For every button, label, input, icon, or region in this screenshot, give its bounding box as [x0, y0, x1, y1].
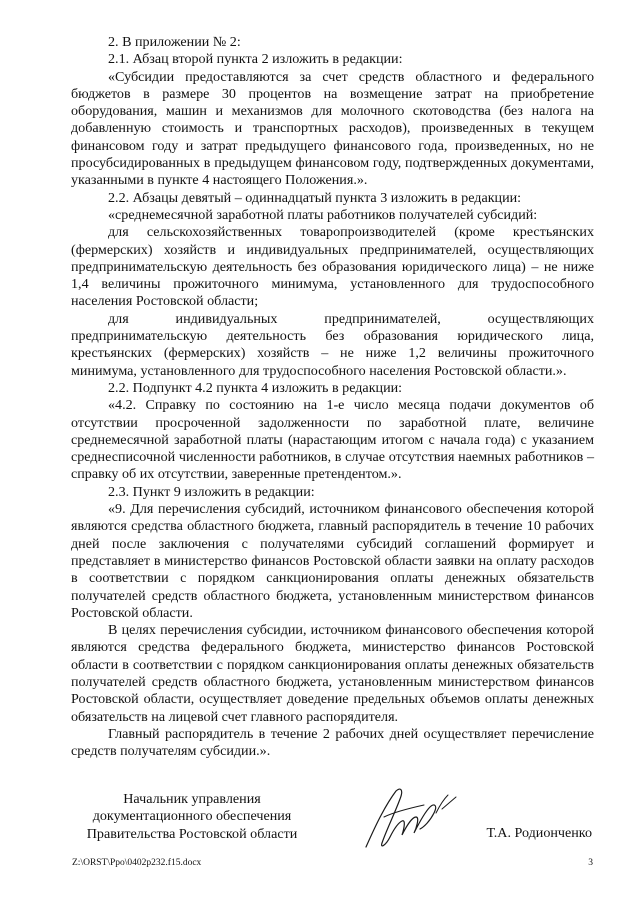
signatory-title-line: Начальник управления [123, 791, 261, 807]
paragraph: 2.3. Пункт 9 изложить в редакции: [108, 483, 315, 500]
paragraph: 2. В приложении № 2: [108, 34, 241, 50]
signatory-title-line: Правительства Ростовской области [86, 825, 298, 842]
paragraph: для индивидуальных предпринимателей, осуществляющих предпринимательскую деятельность без образования юридического лица, крестьянских (фермерских) хозяйств – не ниже 1,2 величины прожиточного минимума, установленного для трудоспособного населения Ростовской области.». [71, 310, 594, 379]
signature-block [72, 791, 592, 851]
paragraph: «Субсидии предоставляются за счет средств областного и федерального бюджетов в размере 30 процентов на возмещение затрат на приобретение оборудования, машин и механизмов для молочного скотоводства (без налога на добавленную стоимость и транспортных расходов), произведенных в текущем финансовом году и затрат предыдущего финансового года, произведенных, но не просубсидированных в предыдущем финансовом году, подтвержденных документами, указанными в пункте 4 настоящего Положения.». [71, 68, 594, 189]
file-path: Z:\ORST\Ppo\0402p232.f15.docx [72, 858, 202, 868]
signatory-name: Т.А. Родионченко [486, 825, 592, 841]
paragraph: В целях перечисления субсидии, источником финансового обеспечения которой являются средства федерального бюджета, министерство финансов Ростовской области в соответствии с порядком санкционирования оплаты денежных обязательств получателей средств областного бюджета, установленным министерством финансов Ростовской области, осуществляет доведение предельных объемов оплаты денежных обязательств на лицевой счет главного распорядителя. [71, 622, 594, 725]
page-footer [72, 857, 593, 869]
paragraph: для сельскохозяйственных товаропроизводителей (кроме крестьянских (фермерских) хозяйств и индивидуальных предпринимателей, осуществляющих предпринимательскую деятельность без образования юридического лица) – не ниже 1,4 величины прожиточного минимума, установленного для трудоспособного населения Ростовской области; [71, 224, 594, 310]
handwritten-signature [344, 783, 460, 855]
signatory-title-line: документационного обеспечения [92, 808, 292, 825]
page-number: 3 [588, 858, 593, 868]
paragraph: 2.2. Подпункт 4.2 пункта 4 изложить в редакции: [108, 379, 403, 396]
paragraph: «9. Для перечисления субсидий, источником финансового обеспечения которой являются средства областного бюджета, главный распорядитель в течение 10 рабочих дней после заключения с получателями субсидий соглашений формирует и представляет в министерство финансов Ростовской области заявки на оплату расходов в соответствии с порядком санкционирования оплаты денежных обязательств получателей средств областного бюджета, установленным министерством финансов Ростовской области. [71, 501, 594, 621]
document-body [71, 34, 594, 760]
paragraph: «4.2. Справку по состоянию на 1-е число месяца подачи документов об отсутствии просроченной задолженности по заработной плате, величине среднемесячной заработной платы (нарастающим итогом с начала года) с указанием среднесписочной численности работников, в случае отсутствия наемных работников – справку об их отсутствии, заверенные претендентом.». [71, 397, 594, 483]
paragraph: Главный распорядитель в течение 2 рабочих дней осуществляет перечисление средств получателям субсидии.». [71, 725, 594, 760]
paragraph: 2.2. Абзацы девятый – одиннадцатый пункта 3 изложить в редакции: [108, 189, 522, 206]
signatory-title [72, 791, 312, 843]
paragraph: 2.1. Абзац второй пункта 2 изложить в редакции: [108, 51, 403, 68]
paragraph: «среднемесячной заработной платы работников получателей субсидий: [108, 206, 538, 223]
